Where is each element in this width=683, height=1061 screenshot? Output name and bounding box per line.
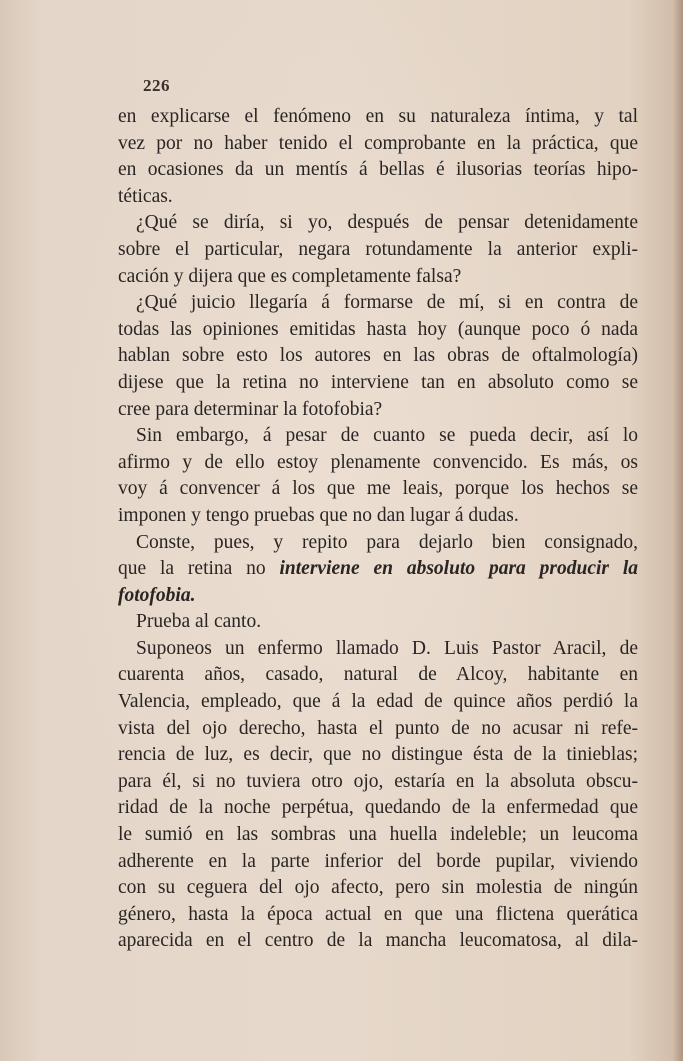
page-edge-shadow (673, 0, 683, 1061)
text-line: fotofobia. (118, 584, 196, 606)
text-line: dijese que la retina no interviene tan en absoluto como se (118, 371, 638, 393)
text-line: imponen y tengo pruebas que no dan lugar á dudas. (118, 504, 519, 526)
text-line: vista del ojo derecho, hasta el punto de no acusar ni refe- (118, 717, 638, 739)
text-line (118, 556, 638, 583)
text-line: rencia de luz, es decir, que no distingue ésta de la tinieblas; (118, 744, 638, 766)
text-line: Conste, pues, y repito para dejarlo bien consignado, (136, 531, 638, 553)
text-line: todas las opiniones emitidas hasta hoy (aunque poco ó nada (118, 318, 638, 340)
text-line: en explicarse el fenómeno en su naturaleza íntima, y tal (118, 106, 638, 127)
page-number: 226 (143, 76, 170, 95)
text-line: con su ceguera del ojo afecto, pero sin molestia de ningún (118, 877, 638, 899)
text-line: Prueba al canto. (136, 611, 262, 633)
text-line: téticas. (118, 185, 173, 207)
text-segment: que la retina no (118, 558, 280, 580)
text-line: Suponeos un enfermo llamado D. Luis Pastor Aracil, de (136, 637, 638, 659)
body-text (118, 104, 638, 955)
text-line: ¿Qué se diría, si yo, después de pensar detenidamente (136, 212, 638, 234)
text-line: en ocasiones da un mentís á bellas é ilusorias teorías hipo- (118, 159, 638, 181)
text-line: afirmo y de ello estoy plenamente convencido. Es más, os (118, 451, 638, 473)
text-line: ¿Qué juicio llegaría á formarse de mí, si en contra de (136, 292, 638, 314)
text-line: voy á convencer á los que me leais, porque los hechos se (118, 478, 638, 500)
text-line: adherente en la parte inferior del borde pupilar, viviendo (118, 850, 638, 872)
text-line: sobre el particular, negara rotundamente la anterior expli- (118, 238, 638, 260)
text-line: género, hasta la época actual en que una flictena querática (118, 903, 638, 925)
text-line: ridad de la noche perpétua, quedando de la enfermedad que (118, 797, 638, 819)
text-line: vez por no haber tenido el comprobante en la práctica, que (118, 132, 638, 154)
text-line: cación y dijera que es completamente falsa? (118, 265, 462, 287)
text-line: para él, si no tuviera otro ojo, estaría en la absoluta obscu- (118, 770, 638, 792)
text-line: le sumió en las sombras una huella indeleble; un leucoma (118, 824, 638, 846)
text-line: aparecida en el centro de la mancha leucomatosa, al dila- (118, 930, 638, 952)
text-line: hablan sobre esto los autores en las obras de oftalmología) (118, 345, 638, 367)
text-line: cuarenta años, casado, natural de Alcoy, habitante en (118, 664, 638, 686)
emphasis-segment: interviene en absoluto para producir la (279, 558, 638, 580)
text-line: Sin embargo, á pesar de cuanto se pueda decir, así lo (136, 425, 638, 447)
text-line: Valencia, empleado, que á la edad de quince años perdió la (118, 691, 638, 713)
text-line: cree para determinar la fotofobia? (118, 398, 383, 420)
